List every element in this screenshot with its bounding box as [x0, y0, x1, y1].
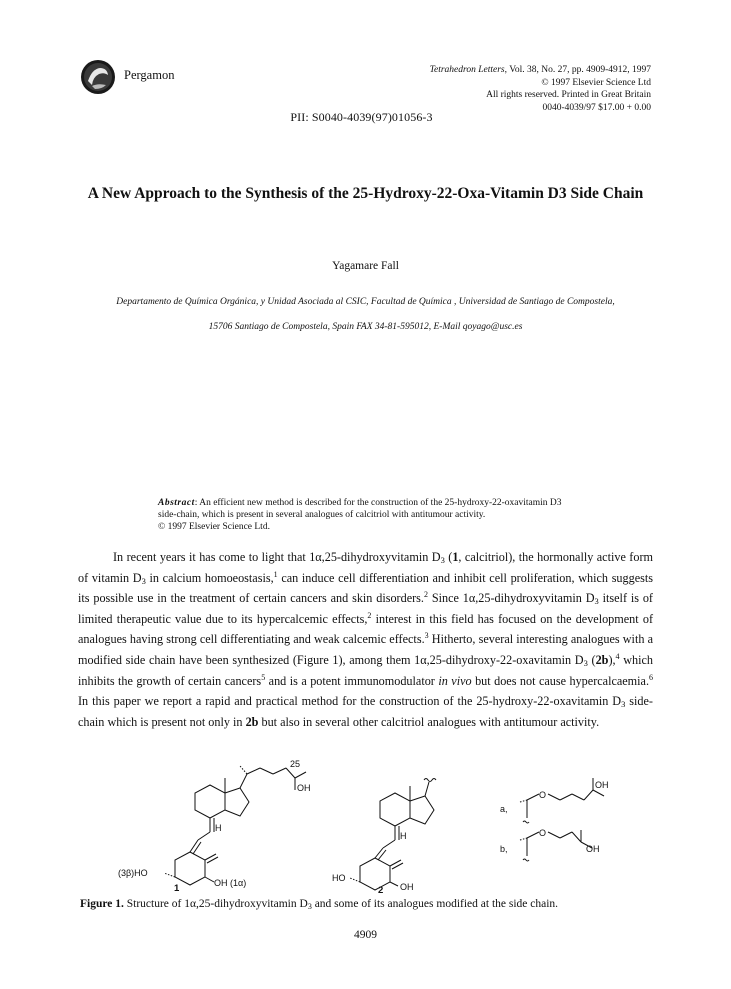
compound-number: 2b: [245, 714, 259, 729]
text-run: interest in this field has focused on the development of analogues having strong cell differentiating and weak calcemic effects.: [78, 611, 653, 647]
journal-citation: [430, 64, 651, 77]
structure-1-label-25: 25: [290, 760, 301, 769]
text-run: but also in several other calcitriol analogues with antitumour activity.: [258, 714, 600, 729]
affiliation-line-1: Departamento de Química Orgánica, y Unidad Asociada al CSIC, Facultad de Química , Universidad de Santiago de Compostela,: [116, 297, 615, 307]
reference-mark: 4: [615, 651, 620, 661]
abstract: [158, 497, 578, 533]
side-chain-b-oh: OH: [586, 844, 600, 854]
text-run: and is a potent immunomodulator: [265, 673, 439, 688]
issn-price: 0040-4039/97 $17.00 + 0.00: [542, 102, 651, 113]
text-run: In this paper we report a rapid and practical method for the construction of the 25-hydroxy-22-oxavitamin D: [78, 694, 622, 709]
text-run: side-chain which is present not only in: [78, 694, 653, 729]
structure-2-h: H: [400, 831, 407, 841]
reference-mark: 3: [424, 631, 429, 641]
text-run: ),: [608, 652, 616, 667]
structure-2-oh: OH: [400, 882, 414, 892]
compound-1-number: 1: [174, 883, 180, 894]
structure-2-ho: HO: [332, 873, 346, 883]
side-chain-a-oxygen: O: [539, 790, 547, 800]
structure-1-oh-1alpha: OH (1α): [214, 878, 247, 888]
structure-1-h: H: [215, 823, 222, 833]
subscript: 3: [141, 575, 146, 586]
abstract-copyright: © 1997 Elsevier Science Ltd.: [158, 522, 270, 532]
rights-line: All rights reserved. Printed in Great Britain: [486, 90, 651, 100]
abstract-text: : An efficient new method is described for the construction of the 25-hydroxy-22-oxavitamin D3 side-chain, which is present in several analogues of calcitriol with antitumour activity.: [158, 498, 562, 520]
publisher-name: Pergamon: [124, 68, 175, 82]
journal-title: Tetrahedron Letters: [429, 65, 505, 75]
side-chain-a: [520, 778, 604, 823]
page-number: 4909: [354, 929, 377, 941]
compound-number: 2b: [595, 652, 609, 667]
reference-mark: 2: [367, 610, 372, 620]
figure-1-structures: [90, 760, 650, 895]
side-chain-a-oh: OH: [595, 780, 609, 790]
text-run: (: [444, 550, 453, 564]
text-run: can induce cell differentiation and inhibit cell proliferation, which suggests its possible use in the treatment of certain cancers and skin disorders.: [78, 570, 653, 606]
body-paragraph: [78, 547, 653, 732]
publisher-logo: [80, 59, 116, 95]
subscript: 3: [621, 699, 626, 710]
reference-mark: 5: [261, 672, 266, 682]
compound-number: 1: [452, 550, 459, 564]
subscript: 3: [594, 596, 599, 607]
text-run: Hitherto, several interesting analogues with a modified side chain have been synthesized (Figure 1), among them 1α,25-dihydroxy-22-oxavitamin D: [78, 632, 653, 667]
reference-mark: 6: [649, 672, 654, 682]
copyright-line: © 1997 Elsevier Science Ltd: [541, 77, 651, 88]
author-name: Yagamare Fall: [332, 260, 399, 272]
pii-text: PII: S0040-4039(97)01056-3: [290, 110, 433, 124]
text-run: in calcium homoeostasis,: [145, 570, 274, 585]
journal-info: [430, 64, 651, 114]
reference-mark: 1: [273, 569, 278, 579]
text-run: In recent years it has come to light that 1α,25-dihydroxyvitamin D: [113, 550, 441, 564]
article-title: A New Approach to the Synthesis of the 25-Hydroxy-22-Oxa-Vitamin D3 Side Chain: [87, 185, 644, 202]
caption-text: and some of its analogues modified at the side chain.: [311, 898, 559, 910]
caption-text: Structure of 1α,25-dihydroxyvitamin D: [123, 898, 308, 910]
text-run: Since 1α,25-dihydroxyvitamin D: [427, 591, 595, 606]
structure-1: [164, 766, 306, 885]
affiliation-line-2: 15706 Santiago de Compostela, Spain FAX 34-81-595012, E-Mail qoyago@usc.es: [208, 322, 523, 332]
structure-2: [350, 779, 436, 891]
text-run: , calcitriol), the hormonally active form of vitamin D: [78, 550, 653, 585]
subscript: 3: [583, 657, 588, 668]
text-run: (: [587, 652, 596, 667]
compound-2-number: 2: [378, 885, 384, 895]
structure-1-oh: OH: [297, 783, 311, 793]
structure-1-3beta-ho: (3β)HO: [118, 868, 148, 878]
text-run: itself is of limited therapeutic value due to its hypercalcemic effects,: [78, 591, 653, 626]
abstract-label: Abstract: [158, 498, 195, 508]
text-run: which inhibits the growth of certain cancers: [78, 652, 653, 688]
figure-caption: [80, 898, 660, 910]
pii-line: [0, 110, 731, 125]
side-chain-b: [520, 830, 592, 861]
side-chain-b-oxygen: O: [539, 828, 547, 838]
volume-info: , Vol. 38, No. 27, pp. 4909-4912, 1997: [504, 65, 651, 75]
side-chain-b-label: b,: [500, 844, 508, 854]
reference-mark: 2: [423, 590, 428, 600]
italic-term: in vivo: [438, 673, 472, 688]
text-run: but does not cause hypercalcaemia.: [471, 673, 650, 688]
caption-label: Figure 1.: [80, 898, 124, 910]
subscript: 3: [440, 555, 445, 565]
side-chain-a-label: a,: [500, 804, 508, 814]
caption-subscript: 3: [307, 902, 312, 911]
